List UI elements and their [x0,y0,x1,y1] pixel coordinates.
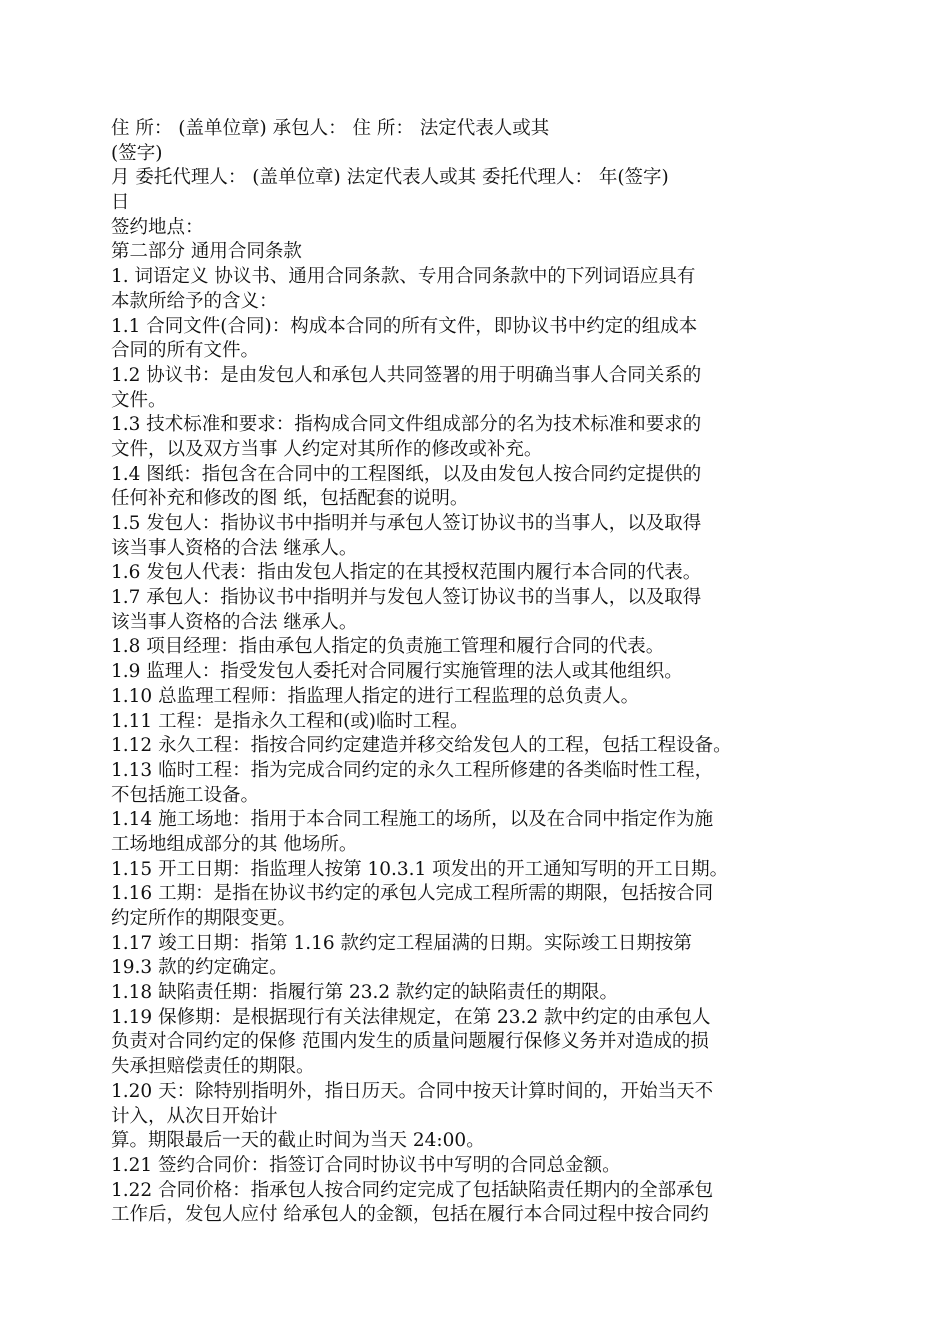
text-line: 本款所给予的含义： [111,290,278,312]
text-line: 1.12 永久工程：指按合同约定建造并移交给发包人的工程，包括工程设备。 [111,735,732,757]
text-line: 1.4 图纸：指包含在合同中的工程图纸，以及由发包人按合同约定提供的 [111,463,702,485]
text-line: 1.11 工程：是指永久工程和(或)临时工程。 [111,710,469,732]
text-line: 1.2 协议书：是由发包人和承包人共同签署的用于明确当事人合同关系的 [111,364,702,386]
text-line: 1.19 保修期：是根据现行有关法律规定，在第 23.2 款中约定的由承包人 [111,1006,711,1028]
text-line: 1.21 签约合同价：指签订合同时协议书中写明的合同总金额。 [111,1154,621,1176]
text-line: 计入，从次日开始计 [111,1105,278,1127]
text-line: 合同的所有文件。 [111,340,260,362]
text-line: 算。期限最后一天的截止时间为当天 24:00。 [111,1130,485,1152]
text-line: 约定所作的期限变更。 [111,908,297,929]
text-line: 1.1 合同文件(合同)：构成本合同的所有文件，即协议书中约定的组成本 [111,315,698,337]
text-line: 1. 词语定义 协议书、通用合同条款、专用合同条款中的下列词语应具有 [111,266,696,288]
text-line: 负责对合同约定的保修 范围内发生的质量问题履行保修义务并对造成的损 [111,1031,709,1053]
text-line: 工场地组成部分的其 他场所。 [111,833,358,855]
text-line: 1.13 临时工程：指为完成合同约定的永久工程所修建的各类临时性工程， [111,759,714,781]
text-line: 任何补充和修改的图 纸，包括配套的说明。 [111,488,469,510]
text-line: 1.5 发包人：指协议书中指明并与承包人签订协议书的当事人，以及取得 [111,513,702,534]
text-line: 工作后，发包人应付 给承包人的金额，包括在履行本合同过程中按合同约 [111,1204,709,1226]
text-line: 19.3 款的约定确定。 [111,957,288,979]
text-line: (签字) [111,142,163,164]
text-line: 该当事人资格的合法 继承人。 [111,537,358,559]
text-line: 1.22 合同价格：指承包人按合同约定完成了包括缺陷责任期内的全部承包 [111,1179,714,1201]
text-line: 文件，以及双方当事 人约定对其所作的修改或补充。 [111,438,543,460]
text-line: 不包括施工设备。 [111,784,260,806]
document-body [111,117,843,1228]
text-line: 1.17 竣工日期：指第 1.16 款约定工程届满的日期。实际竣工日期按第 [111,932,693,954]
text-line: 1.10 总监理工程师：指监理人指定的进行工程监理的总负责人。 [111,685,640,707]
text-line: 1.7 承包人：指协议书中指明并与发包人签订协议书的当事人，以及取得 [111,587,702,609]
text-line: 1.8 项目经理：指由承包人指定的负责施工管理和履行合同的代表。 [111,636,665,658]
text-line: 日 [111,192,130,214]
text-line: 1.6 发包人代表：指由发包人指定的在其授权范围内履行本合同的代表。 [111,562,702,584]
text-line: 失承担赔偿责任的期限。 [111,1056,315,1078]
text-line: 文件。 [111,389,167,411]
text-line: 1.18 缺陷责任期：指履行第 23.2 款约定的缺陷责任的期限。 [111,982,619,1004]
text-line: 1.20 天：除特别指明外，指日历天。合同中按天计算时间的，开始当天不 [111,1080,714,1102]
section-heading: 第二部分 通用合同条款 [111,241,302,263]
text-line: 1.14 施工场地：指用于本合同工程施工的场所，以及在合同中指定作为施 [111,809,714,831]
text-line: 签约地点： [111,216,204,238]
text-line: 1.16 工期：是指在协议书约定的承包人完成工程所需的期限，包括按合同 [111,883,714,905]
text-line: 住 所： (盖单位章) 承包人： 住 所： 法定代表人或其 [111,118,550,139]
text-line: 月 委托代理人： (盖单位章) 法定代表人或其 委托代理人： 年(签字) [111,167,669,189]
text-line: 1.15 开工日期：指监理人按第 10.3.1 项发出的开工通知写明的开工日期。 [111,858,729,880]
text-line: 1.9 监理人：指受发包人委托对合同履行实施管理的法人或其他组织。 [111,661,683,683]
text-line: 1.3 技术标准和要求：指构成合同文件组成部分的名为技术标准和要求的 [111,414,702,436]
text-line: 该当事人资格的合法 继承人。 [111,611,358,633]
